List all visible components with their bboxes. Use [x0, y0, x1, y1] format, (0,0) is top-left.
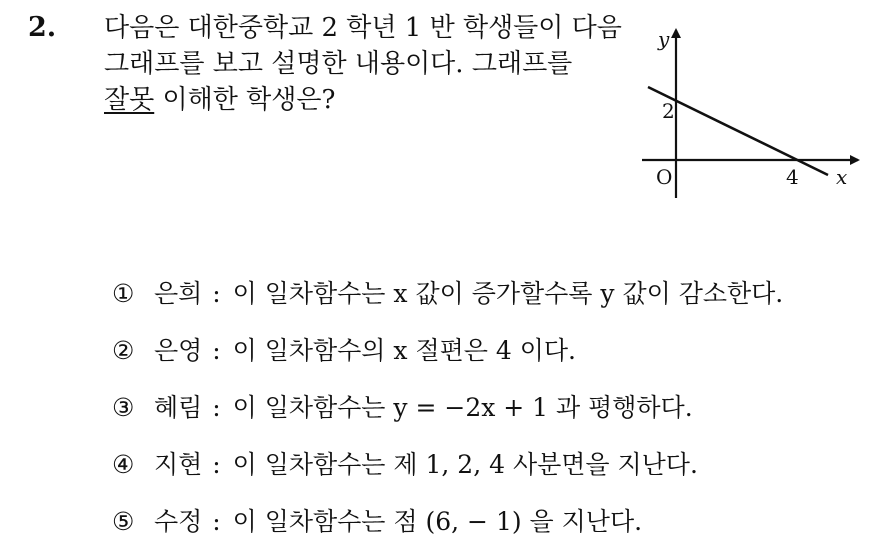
- student-name: 혜림: [153, 393, 203, 422]
- choice-colon: :: [212, 507, 221, 536]
- stem-line-3: [104, 82, 624, 118]
- choice-number-2: ②: [112, 336, 135, 365]
- choice-text: 이 일차함수의 x 절편은 4 이다.: [232, 336, 576, 365]
- origin-label: O: [656, 165, 673, 189]
- choice-colon: :: [212, 336, 221, 365]
- choice-number-4: ④: [112, 450, 135, 479]
- choice-5[interactable]: [112, 498, 783, 555]
- problem-number: 2.: [28, 12, 57, 43]
- choice-number-3: ③: [112, 393, 135, 422]
- stem-line-3-rest: 이해한 학생은?: [154, 85, 336, 115]
- stem-line-2: 그래프를 보고 설명한 내용이다. 그래프를: [104, 49, 573, 79]
- stem-line-1: 다음은 대한중학교 2 학년 1 반 학생들이 다음: [104, 13, 622, 43]
- choice-2[interactable]: [112, 327, 783, 384]
- choice-colon: :: [212, 393, 221, 422]
- x-intercept-label: 4: [786, 165, 799, 189]
- choice-1[interactable]: [112, 270, 783, 327]
- linear-function-graph: [636, 26, 872, 206]
- choice-4[interactable]: [112, 441, 783, 498]
- choice-text: 이 일차함수는 y = −2x + 1 과 평행하다.: [232, 393, 693, 422]
- choice-number-5: ⑤: [112, 507, 135, 536]
- student-name: 수정: [153, 507, 203, 536]
- choice-text: 이 일차함수는 x 값이 증가할수록 y 값이 감소한다.: [232, 279, 784, 308]
- student-name: 은희: [153, 279, 203, 308]
- choice-text: 이 일차함수는 제 1, 2, 4 사분면을 지난다.: [232, 450, 698, 479]
- x-axis-label: x: [836, 165, 848, 189]
- choice-colon: :: [212, 279, 221, 308]
- choice-number-1: ①: [112, 279, 135, 308]
- stem-emphasis-underlined: 잘못: [104, 85, 155, 115]
- y-intercept-label: 2: [662, 99, 675, 123]
- choice-3[interactable]: [112, 384, 783, 441]
- choice-text: 이 일차함수는 점 (6, − 1) 을 지난다.: [232, 507, 643, 536]
- problem-stem: [104, 10, 624, 118]
- y-axis-label: y: [658, 27, 670, 51]
- student-name: 은영: [153, 336, 203, 365]
- answer-choices: [112, 270, 783, 555]
- choice-colon: :: [212, 450, 221, 479]
- student-name: 지현: [153, 450, 203, 479]
